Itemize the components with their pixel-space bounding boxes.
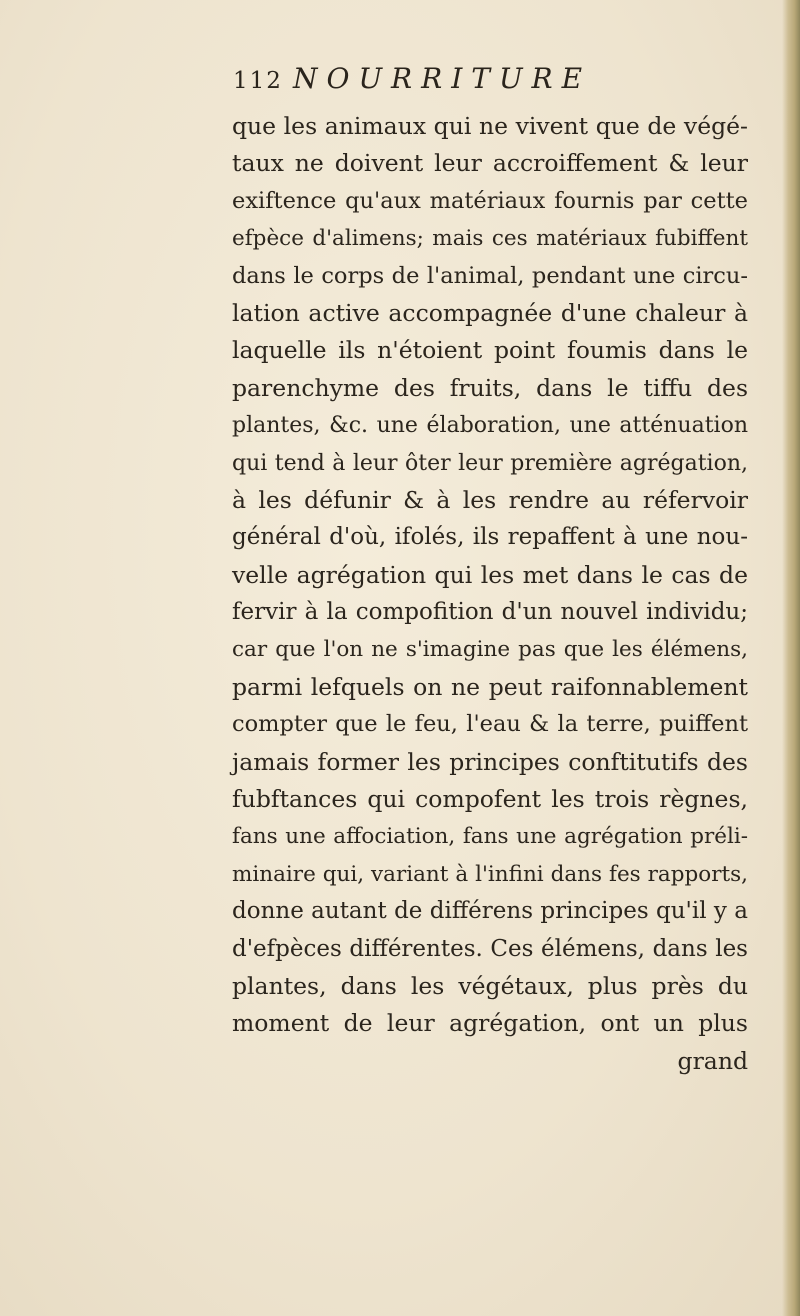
text-line: moment de leur agrégation, ont un plus — [232, 1009, 748, 1038]
text-line: taux ne doivent leur accroiffement & leur — [232, 149, 748, 178]
text-line: qui tend à leur ôter leur première agrégation, — [232, 450, 748, 476]
text-line: d'efpèces différentes. Ces élémens, dans les — [232, 935, 748, 962]
text-line: à les défunir & à les rendre au réfervoir — [232, 485, 748, 514]
text-line: fubftances qui compofent les trois règnes, — [232, 785, 748, 814]
text-line: dans le corps de l'animal, pendant une circu- — [232, 262, 748, 289]
text-line: plantes, dans les végétaux, plus près du — [232, 971, 748, 1000]
text-line: donne autant de différens principes qu'il y a — [232, 898, 748, 925]
page-number: 112 — [233, 68, 283, 94]
text-line: minaire qui, variant à l'infini dans fes rapports, — [232, 861, 748, 887]
text-line: fervir à la compofition d'un nouvel individu; — [232, 599, 748, 626]
text-line: laquelle ils n'étoient point foumis dans le — [232, 336, 748, 365]
text-line: efpèce d'alimens; mais ces matériaux fubiffent — [232, 226, 748, 252]
text-line: général d'où, ifolés, ils repaffent à une nou- — [232, 524, 748, 551]
text-line: car que l'on ne s'imagine pas que les élémens, — [232, 637, 748, 663]
text-line: compter que le feu, l'eau & la terre, puiffent — [232, 711, 748, 738]
body-text — [232, 108, 748, 1080]
text-line: lation active accompagnée d'une chaleur à — [232, 298, 748, 327]
text-line: exiftence qu'aux matériaux fournis par cette — [232, 187, 748, 214]
running-head — [233, 62, 753, 102]
text-line: fans une affociation, fans une agrégation préli- — [232, 824, 748, 850]
catchword: grand — [677, 1046, 748, 1075]
running-title: NOURRITURE — [293, 62, 592, 95]
page-edge-shadow — [782, 0, 800, 1316]
text-line: velle agrégation qui les met dans le cas de — [232, 560, 748, 589]
text-line: parenchyme des fruits, dans le tiffu des — [232, 373, 748, 402]
text-line: que les animaux qui ne vivent que de végé- — [232, 112, 748, 140]
text-line: plantes, &c. une élaboration, une atténuation — [232, 413, 748, 439]
text-line: parmi lefquels on ne peut raifonnablement — [232, 672, 748, 701]
text-line: jamais former les principes conftitutifs des — [232, 747, 748, 776]
